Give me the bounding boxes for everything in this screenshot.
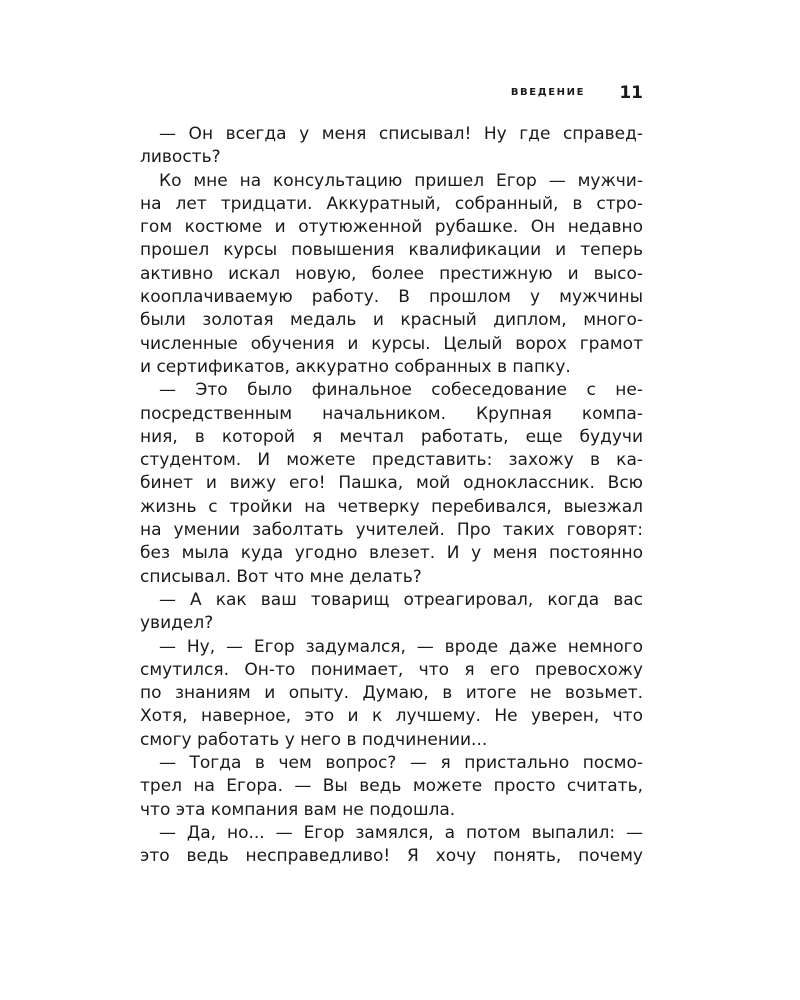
text-line: прошел курсы повышения квалификации и теперь (140, 240, 643, 261)
text-line: гом костюме и отутюженной рубашке. Он недавно (140, 217, 643, 238)
text-line: — Да, но... — Егор замялся, а потом выпалил: — (159, 822, 643, 843)
text-line: на умении заболтать учителей. Про таких говорят: (140, 520, 643, 541)
text-line: — А как ваш товарищ отреагировал, когда вас (159, 589, 643, 610)
text-line: без мыла куда угодно влезет. И у меня постоянно (140, 543, 643, 564)
text-line: по знаниям и опыту. Думаю, в итоге не возьмет. (140, 683, 643, 704)
text-line: Хотя, наверное, это и к лучшему. Не уверен, что (140, 706, 643, 727)
text-line: и сертификатов, аккуратно собранных в папку. (140, 356, 571, 377)
text-line: — Он всегда у меня списывал! Ну где справед- (159, 124, 643, 144)
text-line: — Ну, — Егор задумался, — вроде даже немного (159, 636, 643, 657)
section-title: ВВЕДЕНИЕ (510, 87, 585, 98)
text-line: студентом. И можете представить: захожу в ка- (140, 450, 643, 471)
running-header (140, 84, 643, 104)
text-line: бинет и вижу его! Пашка, мой одноклассник. Всю (140, 473, 643, 494)
text-line: это ведь несправедливо! Я хочу понять, почему (140, 846, 643, 867)
text-line: были золотая медаль и красный диплом, много- (140, 310, 643, 331)
text-line: списывал. Вот что мне делать? (140, 566, 422, 587)
text-line: кооплачиваемую работу. В прошлом у мужчины (140, 287, 643, 308)
text-line: активно искал новую, более престижную и высо- (140, 263, 643, 284)
text-line: увидел? (140, 613, 214, 634)
text-line: на лет тридцати. Аккуратный, собранный, в стро- (140, 193, 643, 214)
text-line: Ко мне на консультацию пришел Егор — мужчи- (159, 170, 643, 191)
text-line: — Тогда в чем вопрос? — я пристально посмо- (159, 753, 643, 774)
text-line: ливость? (140, 147, 221, 168)
text-line: смогу работать у него в подчинении... (140, 729, 488, 750)
text-line: что эта компания вам не подошла. (140, 799, 456, 820)
text-line: жизнь с тройки на четверку перебивался, выезжал (140, 496, 643, 517)
page-number: 11 (619, 83, 643, 103)
text-line: ния, в которой я мечтал работать, еще будучи (140, 426, 643, 447)
text-line: посредственным начальником. Крупная компа- (140, 403, 643, 424)
text-line: численные обучения и курсы. Целый ворох грамот (140, 333, 643, 354)
body-text (140, 123, 643, 869)
text-line: смутился. Он-то понимает, что я его превосхожу (140, 659, 643, 680)
text-line: — Это было финальное собеседование с не- (159, 380, 643, 401)
text-line: трел на Егора. — Вы ведь можете просто считать, (140, 776, 643, 797)
